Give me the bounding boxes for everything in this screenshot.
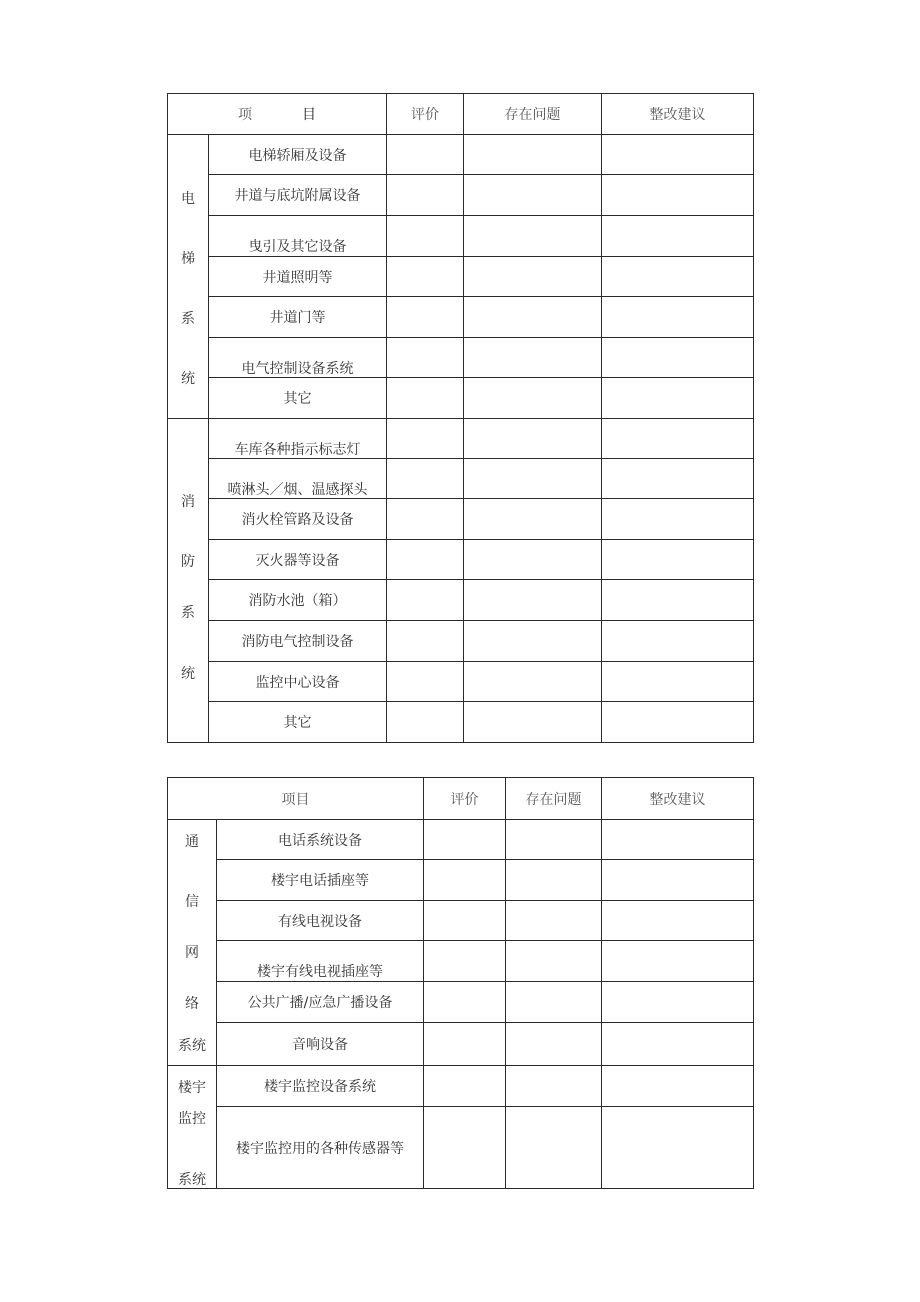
issues-cell[interactable] <box>506 1023 602 1066</box>
suggestions-cell[interactable] <box>602 860 754 901</box>
rating-cell[interactable] <box>387 580 464 621</box>
item-label: 楼宇监控用的各种传感器等 <box>217 1107 424 1189</box>
item-label: 井道与底坑附属设备 <box>209 175 387 216</box>
rating-cell[interactable] <box>387 257 464 297</box>
rating-cell[interactable] <box>387 419 464 459</box>
inspection-table-2 <box>167 777 754 1189</box>
issues-cell[interactable] <box>464 459 602 499</box>
category-char: 系统 <box>178 1038 206 1054</box>
item-label: 电气控制设备系统 <box>209 338 387 378</box>
suggestions-cell[interactable] <box>602 901 754 941</box>
item-label: 消防电气控制设备 <box>209 621 387 662</box>
issues-cell[interactable] <box>464 297 602 338</box>
item-label: 楼宇监控设备系统 <box>217 1066 424 1107</box>
header-project-char-2: 目 <box>302 107 316 123</box>
issues-cell[interactable] <box>464 499 602 540</box>
header-project-char-1: 项 <box>238 107 252 123</box>
item-label: 喷淋头／烟、温感探头 <box>209 459 387 499</box>
rating-cell[interactable] <box>387 135 464 175</box>
item-label: 楼宇电话插座等 <box>217 860 424 901</box>
rating-cell[interactable] <box>387 338 464 378</box>
category-char: 系 <box>181 311 195 327</box>
category-char: 通 <box>185 834 199 850</box>
issues-cell[interactable] <box>506 1107 602 1189</box>
item-label: 消防水池（箱） <box>209 580 387 621</box>
rating-cell[interactable] <box>424 1023 506 1066</box>
issues-cell[interactable] <box>464 378 602 419</box>
rating-cell[interactable] <box>424 1066 506 1107</box>
category-char: 楼宇 <box>178 1080 206 1096</box>
suggestions-cell[interactable] <box>602 1066 754 1107</box>
item-label: 电梯轿厢及设备 <box>209 135 387 175</box>
rating-cell[interactable] <box>424 1107 506 1189</box>
item-label: 音响设备 <box>217 1023 424 1066</box>
suggestions-cell[interactable] <box>602 702 754 743</box>
issues-cell[interactable] <box>506 1066 602 1107</box>
rating-cell[interactable] <box>424 901 506 941</box>
inspection-table-1 <box>167 93 754 743</box>
issues-cell[interactable] <box>506 941 602 982</box>
suggestions-cell[interactable] <box>602 297 754 338</box>
issues-cell[interactable] <box>464 338 602 378</box>
item-label: 其它 <box>209 378 387 419</box>
rating-cell[interactable] <box>387 499 464 540</box>
item-label: 监控中心设备 <box>209 662 387 702</box>
category-monitor-system <box>168 1066 217 1189</box>
item-label: 其它 <box>209 702 387 743</box>
rating-cell[interactable] <box>387 540 464 580</box>
item-label: 曳引及其它设备 <box>209 216 387 257</box>
issues-cell[interactable] <box>464 175 602 216</box>
category-char: 电 <box>181 191 195 207</box>
suggestions-cell[interactable] <box>602 135 754 175</box>
suggestions-cell[interactable] <box>602 378 754 419</box>
suggestions-cell[interactable] <box>602 621 754 662</box>
issues-cell[interactable] <box>464 580 602 621</box>
issues-cell[interactable] <box>506 860 602 901</box>
rating-cell[interactable] <box>424 982 506 1023</box>
item-label: 消火栓管路及设备 <box>209 499 387 540</box>
header-project: 项目 <box>168 778 424 820</box>
suggestions-cell[interactable] <box>602 459 754 499</box>
header-suggestions: 整改建议 <box>602 778 754 820</box>
category-char: 网 <box>185 945 199 961</box>
suggestions-cell[interactable] <box>602 982 754 1023</box>
issues-cell[interactable] <box>464 662 602 702</box>
header-rating: 评价 <box>424 778 506 820</box>
category-fire-system <box>168 419 209 743</box>
category-char: 监控 <box>178 1111 206 1127</box>
item-label: 车库各种指示标志灯 <box>209 419 387 459</box>
category-char: 防 <box>181 554 195 570</box>
header-rating: 评价 <box>387 94 464 135</box>
issues-cell[interactable] <box>464 135 602 175</box>
suggestions-cell[interactable] <box>602 662 754 702</box>
category-char: 统 <box>181 666 195 682</box>
issues-cell[interactable] <box>464 419 602 459</box>
item-label: 电话系统设备 <box>217 820 424 860</box>
rating-cell[interactable] <box>387 702 464 743</box>
suggestions-cell[interactable] <box>602 216 754 257</box>
rating-cell[interactable] <box>387 175 464 216</box>
item-label: 楼宇有线电视插座等 <box>217 941 424 982</box>
suggestions-cell[interactable] <box>602 499 754 540</box>
category-char: 系 <box>181 605 195 621</box>
issues-cell[interactable] <box>506 820 602 860</box>
item-label: 公共广播/应急广播设备 <box>217 982 424 1023</box>
suggestions-cell[interactable] <box>602 540 754 580</box>
issues-cell[interactable] <box>464 216 602 257</box>
rating-cell[interactable] <box>424 941 506 982</box>
category-char: 信 <box>185 894 199 910</box>
issues-cell[interactable] <box>464 702 602 743</box>
category-elevator-system <box>168 135 209 419</box>
header-issues: 存在问题 <box>506 778 602 820</box>
category-comms-system <box>168 820 217 1066</box>
rating-cell[interactable] <box>387 216 464 257</box>
category-char: 络 <box>185 996 199 1012</box>
item-label: 灭火器等设备 <box>209 540 387 580</box>
suggestions-cell[interactable] <box>602 419 754 459</box>
issues-cell[interactable] <box>464 257 602 297</box>
rating-cell[interactable] <box>424 860 506 901</box>
header-issues: 存在问题 <box>464 94 602 135</box>
issues-cell[interactable] <box>464 621 602 662</box>
header-project <box>168 94 387 135</box>
rating-cell[interactable] <box>387 297 464 338</box>
item-label: 井道门等 <box>209 297 387 338</box>
category-char: 梯 <box>181 251 195 267</box>
issues-cell[interactable] <box>506 982 602 1023</box>
header-suggestions: 整改建议 <box>602 94 754 135</box>
item-label: 有线电视设备 <box>217 901 424 941</box>
suggestions-cell[interactable] <box>602 941 754 982</box>
suggestions-cell[interactable] <box>602 1023 754 1066</box>
suggestions-cell[interactable] <box>602 338 754 378</box>
rating-cell[interactable] <box>424 820 506 860</box>
item-label: 井道照明等 <box>209 257 387 297</box>
suggestions-cell[interactable] <box>602 175 754 216</box>
suggestions-cell[interactable] <box>602 580 754 621</box>
rating-cell[interactable] <box>387 662 464 702</box>
rating-cell[interactable] <box>387 621 464 662</box>
category-char: 统 <box>181 371 195 387</box>
rating-cell[interactable] <box>387 459 464 499</box>
suggestions-cell[interactable] <box>602 820 754 860</box>
suggestions-cell[interactable] <box>602 257 754 297</box>
rating-cell[interactable] <box>387 378 464 419</box>
category-char: 消 <box>181 494 195 510</box>
issues-cell[interactable] <box>506 901 602 941</box>
category-char: 系统 <box>178 1172 206 1188</box>
issues-cell[interactable] <box>464 540 602 580</box>
suggestions-cell[interactable] <box>602 1107 754 1189</box>
